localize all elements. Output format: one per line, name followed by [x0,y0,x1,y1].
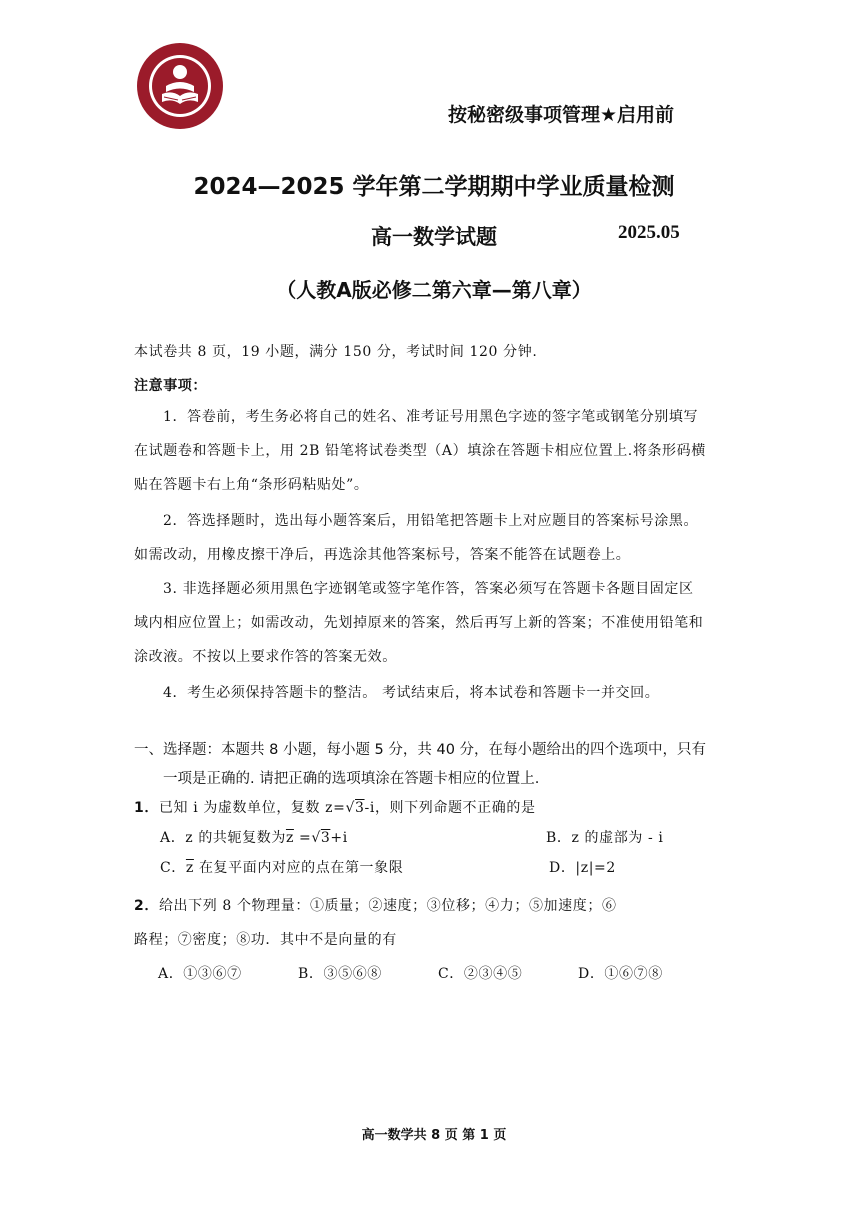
note-3-line-3: 涂改液。不按以上要求作答的答案无效。 [134,649,397,665]
sqrt-icon: √ [311,830,321,846]
page-footer: 高一数学共 8 页 第 1 页 [361,1128,507,1143]
question-1-option-c [160,857,403,877]
q1-a-radicand: 3 [320,830,331,846]
note-3-line-2: 域内相应位置上；如需改动，先划掉原来的答案，然后再写上新的答案；不准使用铅笔和 [134,615,704,631]
q1-a-eq: = [293,830,312,846]
q1-c-zbar: $\overline{z}$ [185,860,194,876]
note-4: 4．考生必须保持答题卡的整洁。 考试结束后，将本试卷和答题卡一并交回。 [163,685,660,701]
intro-text: 本试卷共 8 页，19 小题，满分 150 分，考试时间 120 分钟. [134,344,538,360]
note-2-line-1: 2．答选择题时，选出每小题答案后，用铅笔把答题卡上对应题目的答案标号涂黑。 [163,513,699,529]
question-2-option-c: C．②③④⑤ [438,966,523,982]
note-2-line-2: 如需改动，用橡皮擦干净后，再选涂其他答案标号，答案不能答在试题卷上。 [134,547,631,563]
note-1-line-3: 贴在答题卡右上角“条形码粘贴处”。 [134,477,369,493]
q1-a-tail: +i [330,830,348,846]
note-3-line-1: 3. 非选择题必须用黑色字迹钢笔或签字笔作答，答案必须写在答题卡各题目固定区 [163,581,694,597]
question-2-option-a: A．①③⑥⑦ [158,966,242,982]
question-1-option-d: D．|z|=2 [549,860,616,876]
sqrt-icon: √ [345,800,356,816]
note-1-line-2: 在试题卷和答题卡上，用 2B 铅笔将试卷类型（A）填涂在答题卡相应位置上.将条形码横 [134,443,706,459]
section-1-heading-line-1: 一、选择题：本题共 8 小题，每小题 5 分，共 40 分，在每小题给出的四个选项中，只有 [134,742,707,758]
confidentiality-label: 按秘密级事项管理★启用前 [448,104,675,126]
exam-date: 2025.05 [618,222,680,243]
q1-c-text: 在复平面内对应的点在第一象限 [193,860,404,876]
question-2-number: 2． [134,898,159,914]
question-1-stem-a: 已知 i 为虚数单位，复数 z= [158,800,346,816]
question-1-stem [134,797,536,817]
question-1-stem-c: -i，则下列命题不正确的是 [364,800,536,816]
question-1-option-a [160,827,348,847]
q1-a-text: A．z 的共轭复数为 [160,830,286,846]
question-2-text-1: 给出下列 8 个物理量：①质量；②速度；③位移；④力；⑤加速度；⑥ [158,898,617,914]
exam-title: 2024—2025 学年第二学期期中学业质量检测 [193,174,675,200]
exam-range: （人教A版必修二第六章—第八章） [276,278,592,302]
question-2-option-b: B．③⑤⑥⑧ [298,966,382,982]
question-2-line-2: 路程；⑦密度；⑧功．其中不是向量的有 [134,932,397,948]
note-1-line-1: 1．答卷前，考生务必将自己的姓名、准考证号用黑色字迹的签字笔或钢笔分别填写 [163,409,699,425]
exam-subject: 高一数学试题 [371,225,497,249]
notes-heading: 注意事项： [134,378,207,394]
question-2-line-1 [134,895,617,915]
q1-a-zbar: $\overline{z}$ [285,830,294,846]
q1-c-label: C． [160,860,186,876]
question-2-option-d: D．①⑥⑦⑧ [578,966,663,982]
section-1-heading-line-2: 一项是正确的. 请把正确的选项填涂在答题卡相应的位置上. [163,771,540,787]
question-1-number: 1． [134,800,159,816]
question-1-option-b: B．z 的虚部为 - i [546,830,664,846]
school-logo [136,42,224,130]
question-1-radicand: 3 [355,800,365,816]
